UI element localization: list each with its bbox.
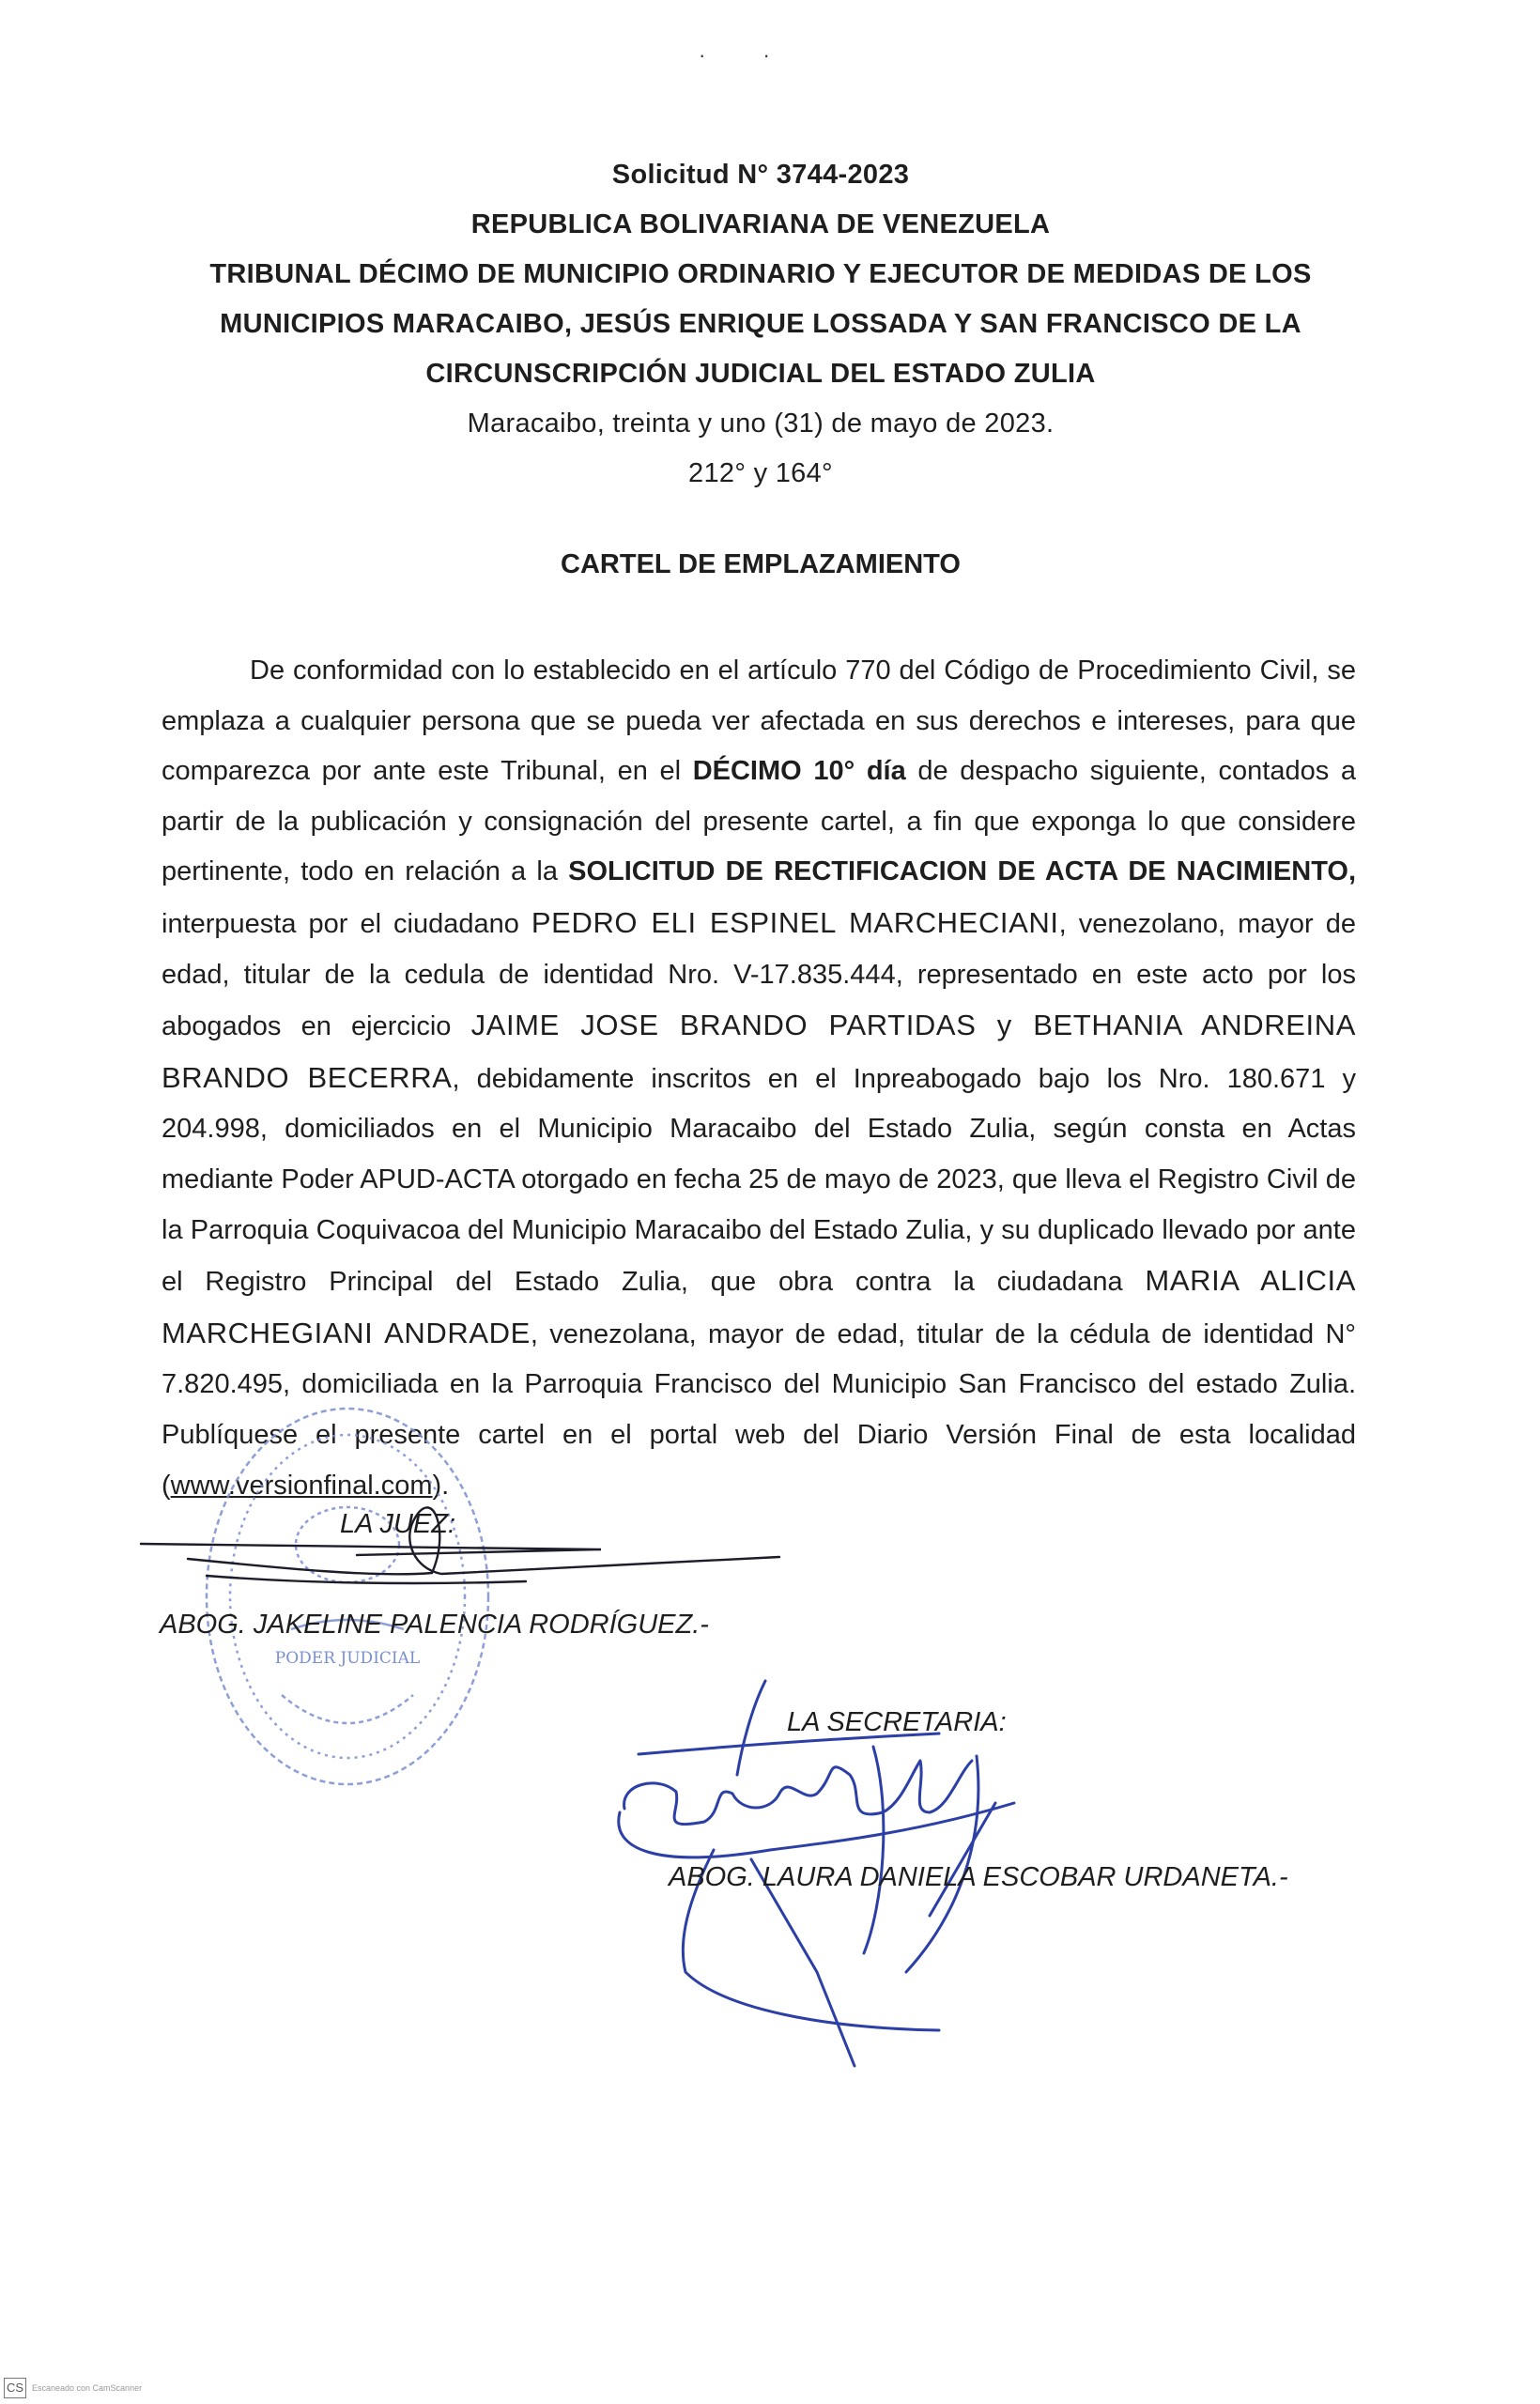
camscanner-watermark [4, 2378, 142, 2398]
scan-marks: · · [699, 43, 770, 67]
tribunal-line-3: CIRCUNSCRIPCIÓN JUDICIAL DEL ESTADO ZULIA [425, 359, 1096, 389]
body-paragraph [162, 646, 1356, 1511]
document-date: Maracaibo, treinta y uno (31) de mayo de 2023. [467, 408, 1055, 439]
stamp-text: PODER JUDICIAL [274, 1649, 421, 1668]
body-text-1: De conformidad con lo establecido en el artículo 770 del Código de Procedimiento Civil, se emplaza a cualquier persona que se pueda ver afectada en sus derechos e intereses, para que comparezca por ante este Tribunal, en el [162, 655, 1356, 787]
body-text-3: interpuesta por el ciudadano [162, 908, 531, 939]
deadline-day: DÉCIMO 10° día [692, 756, 906, 787]
body-text-4: , venezolano, mayor de edad, titular de la cedula de identidad Nro. V-17.835.444, representado en este acto por los abogados en ejercicio [162, 908, 1356, 1042]
request-type: SOLICITUD DE RECTIFICACION DE ACTA DE NACIMIENTO, [568, 856, 1356, 887]
tribunal-line-2: MUNICIPIOS MARACAIBO, JESÚS ENRIQUE LOSSADA Y SAN FRANCISCO DE LA [220, 309, 1301, 339]
respondent-name: MARIA ALICIA MARCHEGIANI ANDRADE [162, 1264, 1356, 1349]
body-text-5: , debidamente inscritos en el Inpreabogado bajo los Nro. 180.671 y 204.998, domiciliados en el Municipio Maracaibo del Estado Zulia, según consta en Actas mediante Poder APUD-ACTA otorgado en fecha 25 de mayo de 2023, que lleva el Registro Civil de la Parroquia Coquivacoa del Municipio Maracaibo del Estado Zulia, y su duplicado llevado por ante el Registro Principal del Estado Zulia, que obra contra la ciudadana [162, 1063, 1356, 1298]
judge-label: LA JUEZ: [340, 1509, 456, 1539]
document-header [150, 150, 1371, 499]
solicitud-number: Solicitud N° 3744-2023 [611, 160, 910, 190]
document-years: 212° y 164° [688, 458, 833, 488]
body-text-6: , venezolana, mayor de edad, titular de la cédula de identidad N° 7.820.495, domiciliada en la Parroquia Francisco del Municipio San Francisco del estado Zulia. Publíquese el presente cartel en el portal web del Diario Versión Final de esta localidad ( [162, 1318, 1356, 1501]
republic-name: REPUBLICA BOLIVARIANA DE VENEZUELA [470, 209, 1051, 239]
camscanner-icon: CS [4, 2378, 26, 2398]
applicant-name: PEDRO ELI ESPINEL MARCHECIANI [531, 905, 1059, 939]
body-text-7: ). [432, 1470, 450, 1501]
document-title: CARTEL DE EMPLAZAMIENTO [561, 549, 961, 579]
secretary-name: ABOG. LAURA DANIELA ESCOBAR URDANETA.- [669, 1862, 1288, 1892]
judge-name: ABOG. JAKELINE PALENCIA RODRÍGUEZ.- [160, 1610, 709, 1640]
website-link[interactable]: www.versionfinal.com [170, 1470, 433, 1501]
camscanner-text: Escaneado con CamScanner [32, 2383, 143, 2393]
secretary-label: LA SECRETARIA: [787, 1707, 1007, 1737]
tribunal-line-1: TRIBUNAL DÉCIMO DE MUNICIPIO ORDINARIO Y EJECUTOR DE MEDIDAS DE LOS [209, 259, 1312, 289]
body-text-2: de despacho siguiente, contados a partir de la publicación y consignación del presente cartel, a fin que exponga lo que considere pertinente, todo en relación a la [162, 756, 1356, 887]
lawyers-names: JAIME JOSE BRANDO PARTIDAS y BETHANIA ANDREINA BRANDO BECERRA [162, 1009, 1356, 1094]
